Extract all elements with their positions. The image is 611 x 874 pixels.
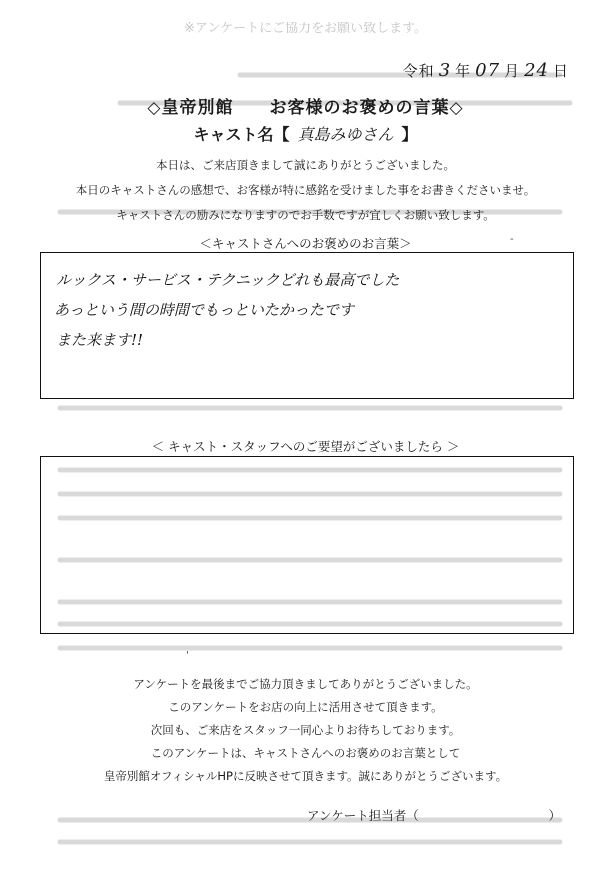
staff-row (307, 806, 577, 824)
closing-line-1: アンケートを最後までご協力頂きましてありがとうございました。 (133, 677, 478, 691)
intro-line-1: 本日は、ご来店頂きまして誠にありがとうございました。 (156, 158, 455, 172)
closing-line-3: 次回も、ご来店をスタッフ一同心よりお待ちしております。 (150, 723, 461, 737)
date-day-unit: 日 (552, 62, 569, 80)
date-year-unit: 年 (455, 62, 472, 80)
date-era: 令和 (402, 62, 435, 80)
stray-mark: - (510, 234, 514, 245)
date-month: 07 (475, 60, 501, 81)
request-heading: ＜ キャスト・スタッフへのご要望がございましたら ＞ (151, 439, 460, 454)
intro-line-3: キャストさんの励みになりますのでお手数ですが宜しくお願い致します。 (116, 208, 495, 222)
cast-name-label: キャスト名【 (193, 125, 290, 144)
cast-name-row (0, 122, 611, 145)
date (403, 60, 569, 81)
closing-line-2: このアンケートをお店の向上に活用させて頂きます。 (168, 700, 443, 714)
intro-line-2: 本日のキャストさんの感想で、お客様が特に感銘を受けました事をお書きくださいませ。 (75, 183, 536, 197)
request-box (40, 456, 574, 634)
closing-line-5: 皇帝別館オフィシャルHPに反映させて頂きます。誠にありがとうございます。 (103, 769, 508, 783)
cast-name-close: 】 (401, 125, 418, 144)
date-day: 24 (524, 60, 549, 81)
praise-line-3: また来ます!! (56, 331, 144, 349)
page-title: ◇皇帝別館 お客様のお褒めの言葉◇ (147, 98, 464, 118)
closing-line-4: このアンケートは、キャストさんへのお褒めのお言葉として (150, 746, 461, 760)
cast-name-value: 真島みゆさん (297, 125, 394, 144)
praise-heading: ＜キャストさんへのお褒めのお言葉＞ (199, 236, 412, 251)
staff-close: ） (548, 808, 561, 823)
bleed-through-header: ※アンケートにご協力をお願い致します。 (183, 22, 428, 35)
date-year: 3 (438, 60, 452, 81)
staff-label: アンケート担当者（ (307, 808, 419, 823)
praise-line-2: あっという間の時間でもっといたかったです (54, 301, 354, 319)
praise-line-1: ルックス・サービス・テクニックどれも最高でした (56, 271, 400, 289)
stray-mark: ' (186, 650, 189, 661)
date-month-unit: 月 (504, 62, 521, 80)
